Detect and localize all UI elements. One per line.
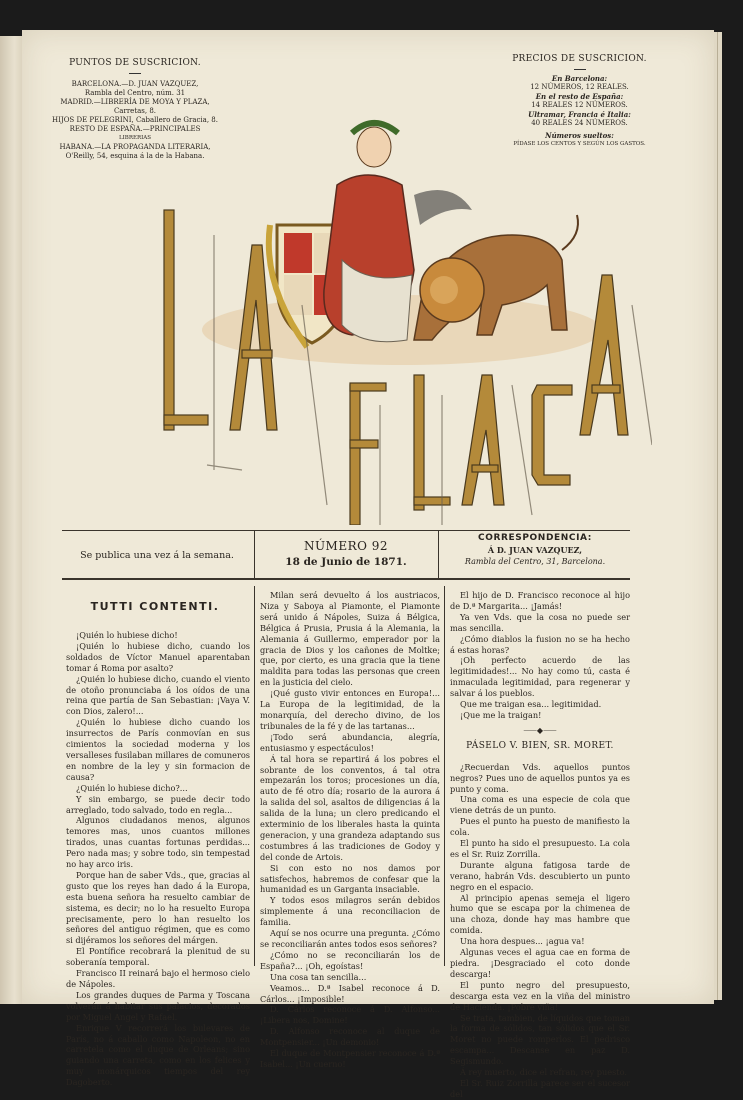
paragraph: Al principio apenas semeja el ligero humo que se escapa por la chimenea de una choza, donde hay mas hambre que comida.: [450, 892, 630, 936]
paragraph: Algunos ciudadanos menos, algunos temores mas, unos cuantos millones tirados, unas cuantas fortunas perdidas... Pero nada mas; y sobre todo, sin tempestad no hay arco iris.: [66, 815, 250, 870]
page-edge: [717, 32, 722, 1000]
paragraph: El duque de Montpensier reconoce á D.ª Isabel... ¡Un cuerno!: [260, 1048, 440, 1069]
paragraph: El punto ha sido el presupuesto. La cola es el Sr. Ruiz Zorrilla.: [450, 838, 630, 859]
header-line: MADRID.—LIBRERÍA DE MOYA Y PLAZA,: [60, 98, 210, 106]
paragraph: Francisco II reinará bajo el hermoso cielo de Nápoles.: [66, 968, 250, 989]
subscription-points-title: PUNTOS DE SUSCRICION.: [69, 58, 201, 68]
header-line: O'Reilly, 54, esquina á la de la Habana.: [65, 152, 205, 160]
article-column-2: [260, 590, 440, 1070]
paragraph: Algunas veces el agua cae en forma de piedra. ¡Desgraciado el coto donde descarga!: [450, 947, 630, 979]
paragraph: Y sin embargo, se puede decir todo arreglado, todo salvado, todo en regla...: [66, 793, 250, 815]
paragraph: Durante alguna fatigosa tarde de verano, habrán Vds. descubierto un punto negro en el espacio.: [450, 859, 630, 892]
column-divider: [444, 586, 445, 966]
header-line: 40 REALES 24 NÚMEROS.: [531, 119, 628, 127]
article-column-3: [450, 590, 630, 1100]
header-line: 12 NÚMEROS, 12 REALES.: [530, 83, 629, 91]
paragraph: ¿Quién lo hubiese dicho cuando los insurrectos de París conmovían en sus cimientos la sociedad moderna y los versalleses fusilaban millares de comuneros en nombre de la ley y sin formacion de causa?: [66, 717, 250, 782]
article-column-1: [66, 630, 250, 1088]
paragraph: Y todos esos milagros serán debidos simplemente á una reconciliacion de familia.: [260, 895, 440, 928]
paragraph: ¡Oh perfecto acuerdo de las legitimidades!... No hay como tú, casta é inmaculada legitimidad, para regenerar y salvar á los pueblos.: [450, 655, 630, 699]
issue-date: 18 de Junio de 1871.: [285, 556, 407, 568]
info-divider: [254, 530, 255, 578]
subscription-prices-title: PRECIOS DE SUSCRICION.: [512, 54, 647, 64]
header-line: HABANA.—LA PROPAGANDA LITERARIA,: [59, 143, 211, 151]
paragraph: Una coma es una especie de cola que viene detrás de un punto.: [450, 794, 630, 816]
header-line: RESTO DE ESPAÑA.—PRINCIPALES: [69, 125, 201, 133]
paragraph: D. Cárlos reconoce á D. Alfonso... ¡Libera nos, Domine!: [260, 1004, 440, 1026]
header-line: Números sueltos:: [545, 131, 614, 140]
paragraph: ¡Que me la traigan!: [460, 709, 542, 720]
header-line: En el resto de España:: [535, 92, 624, 101]
article-title: TUTTI CONTENTI.: [90, 600, 220, 613]
paragraph: ¿Cómo diablos la fusion no se ha hecho á estas horas?: [450, 633, 630, 655]
paragraph: ¿Recuerdan Vds. aquellos puntos negros? Pues uno de aquellos puntos ya es punto y coma.: [450, 761, 630, 794]
column-divider: [254, 586, 255, 966]
paragraph: ¡Todo será abundancia, alegría, entusiasmo y espectáculos!: [260, 731, 440, 753]
header-line: 14 REALES 12 NÚMEROS.: [531, 101, 628, 109]
header-line: En Barcelona:: [551, 74, 608, 83]
paragraph: Enrique V recorrerá los bulevares de París, no á caballo como Napoleon, no en carretela como el duque de Orleans; sino guiando una carreta, como en los felices y muy monárquicos tiempos del rey Dagoberto.: [66, 1022, 250, 1088]
paragraph: ¡Quién lo hubiese dicho!: [76, 630, 178, 640]
paragraph: Se trata, tambien, de líquidos que toman la forma de sólidos, tan sólidos que el Sr. Moret no puede romperlos. El pedrisco escampa... Descanse en paz D. Segismundo.: [450, 1012, 630, 1067]
paragraph: Que me traigan esa... legitimidad.: [460, 699, 602, 710]
paragraph: ¿Quién lo hubiese dicho, cuando el viento de otoño pronunciaba á los oídos de una reina que partía de San Sebastian: ¡Vaya V. con Dios, zalero!...: [66, 673, 250, 717]
paragraph: ¿Cómo no se reconciliarán los de España?... ¡Oh, egoístas!: [260, 949, 440, 971]
paragraph: Porque han de saber Vds., que, gracias al gusto que los reyes han dado á la Europa, esta buena señora ha resuelto cambiar de sistema, es decir; no lo ha resuelto Europa precisamente, pero lo han resuelto los señores del antiguo régimen, que es como si dijéramos los señores del márgen.: [66, 869, 250, 946]
header-line: Ultramar, Francia é Italia:: [528, 110, 631, 119]
correspondence-address: Rambla del Centro, 31, Barcelona.: [464, 557, 606, 566]
header-line: BARCELONA.—D. JUAN VAZQUEZ,: [71, 80, 199, 88]
paragraph: ¿Quién lo hubiese dicho?...: [76, 782, 188, 793]
paragraph: El Pontífice recobrará la plenitud de su soberanía temporal.: [66, 946, 250, 968]
header-line: Rambla del Centro, núm. 31: [84, 89, 186, 97]
paragraph: Si con esto no nos damos por satisfechos, habremos de confesar que la humanidad es un Garganta insaciable.: [260, 862, 440, 895]
header-line: LIBRERIAS: [118, 135, 152, 141]
correspondence: [440, 533, 630, 566]
paragraph: El punto negro del presupuesto, descarga esta vez en la viña del ministro de Hacienda. ¡Pobre viña!: [450, 979, 630, 1012]
ornament-divider: ⸺◆⸺: [523, 725, 557, 735]
masthead-illustration: [152, 85, 652, 525]
paragraph: Ya ven Vds. que la cosa no puede ser mas sencilla.: [450, 611, 630, 633]
paragraph: Milan será devuelto á los austriacos, Niza y Saboya al Piamonte, el Piamonte será unido á Nápoles, Suiza á Bélgica, Bélgica á Prusia, Prusia á la Alemania, la Alemania á Guillermo, emperador por la gracia de Dios y los cañones de Moltke; que, por cierto, es una gracia que la tiene maldita para todas las personas que creen en la justicia del cielo.: [260, 590, 440, 688]
bottom-rule: [62, 578, 630, 580]
issue-info: [256, 539, 436, 568]
paragraph: Los grandes duques de Parma y Toscana volverán á habitar sus palacios, decorados por Miguel Angel y Rafael.: [66, 989, 250, 1022]
paragraph: El Sr. Ruiz Zorrilla parece ser el sucesor del: [450, 1077, 630, 1099]
issue-number: NÚMERO 92: [303, 539, 389, 553]
header-line: HIJOS DE PELEGRINI, Caballero de Gracia, 8.: [52, 116, 218, 124]
publication-frequency: Se publica una vez á la semana.: [80, 550, 234, 561]
paragraph: Una cosa tan sencilla...: [270, 971, 367, 982]
paragraph: Una hora despues... ¡agua va!: [460, 936, 585, 947]
header-line: PÍDASE LOS CENTOS Y SEGÚN LOS GASTOS.: [513, 141, 646, 147]
paragraph: Veamos... D.ª Isabel reconoce á D. Cárlos... ¡Imposible!: [260, 982, 440, 1004]
correspondence-title: CORRESPONDENCIA:: [478, 533, 592, 543]
correspondence-name: Á D. JUAN VAZQUEZ,: [487, 545, 583, 555]
paragraph: ¡Quién lo hubiese dicho, cuando los soldados de Víctor Manuel aparentaban tomar á Roma por asalto?: [66, 640, 250, 673]
paragraph: Á rey muerto, dice el refran, rey puesto.: [460, 1067, 627, 1078]
newspaper-page: [22, 30, 714, 1099]
article-title-2: PÁSELO V. BIEN, SR. MORET.: [466, 740, 614, 751]
info-divider: [438, 530, 439, 578]
top-rule: [62, 530, 630, 531]
paragraph: ¡Qué gusto vivir entonces en Europa!... La Europa de la legitimidad, de la monarquía, del derecho divino, de los tribunales de la fé y de las tartanas...: [260, 688, 440, 731]
paragraph: D. Alfonso reconoce al duque de Montpensier... ¡Un demonio!: [260, 1026, 440, 1048]
header-line: Carretas, 8.: [113, 107, 157, 115]
lion-figure: [414, 215, 578, 340]
paragraph: Á tal hora se repartirá á los pobres el sobrante de los conventos, á tal otra empezarán los toros; procesiones un día, auto de fé otro día; rosario de la aurora á la salida del sol, asaltos de diligencias á la salida de la luna; un clero predicando el exterminio de los liberales hasta la quinta generacion, y una grandeza adaptando sus costumbres á las tradiciones de Godoy y del conde de Artois.: [260, 753, 440, 862]
paragraph: Aquí se nos ocurre una pregunta. ¿Cómo se reconciliarán antes todos esos señores?: [260, 928, 440, 949]
paragraph: El hijo de D. Francisco reconoce al hijo de D.ª Margarita... ¡Jamás!: [450, 590, 630, 611]
paragraph: Pues el punto ha puesto de manifiesto la cola.: [450, 816, 630, 838]
